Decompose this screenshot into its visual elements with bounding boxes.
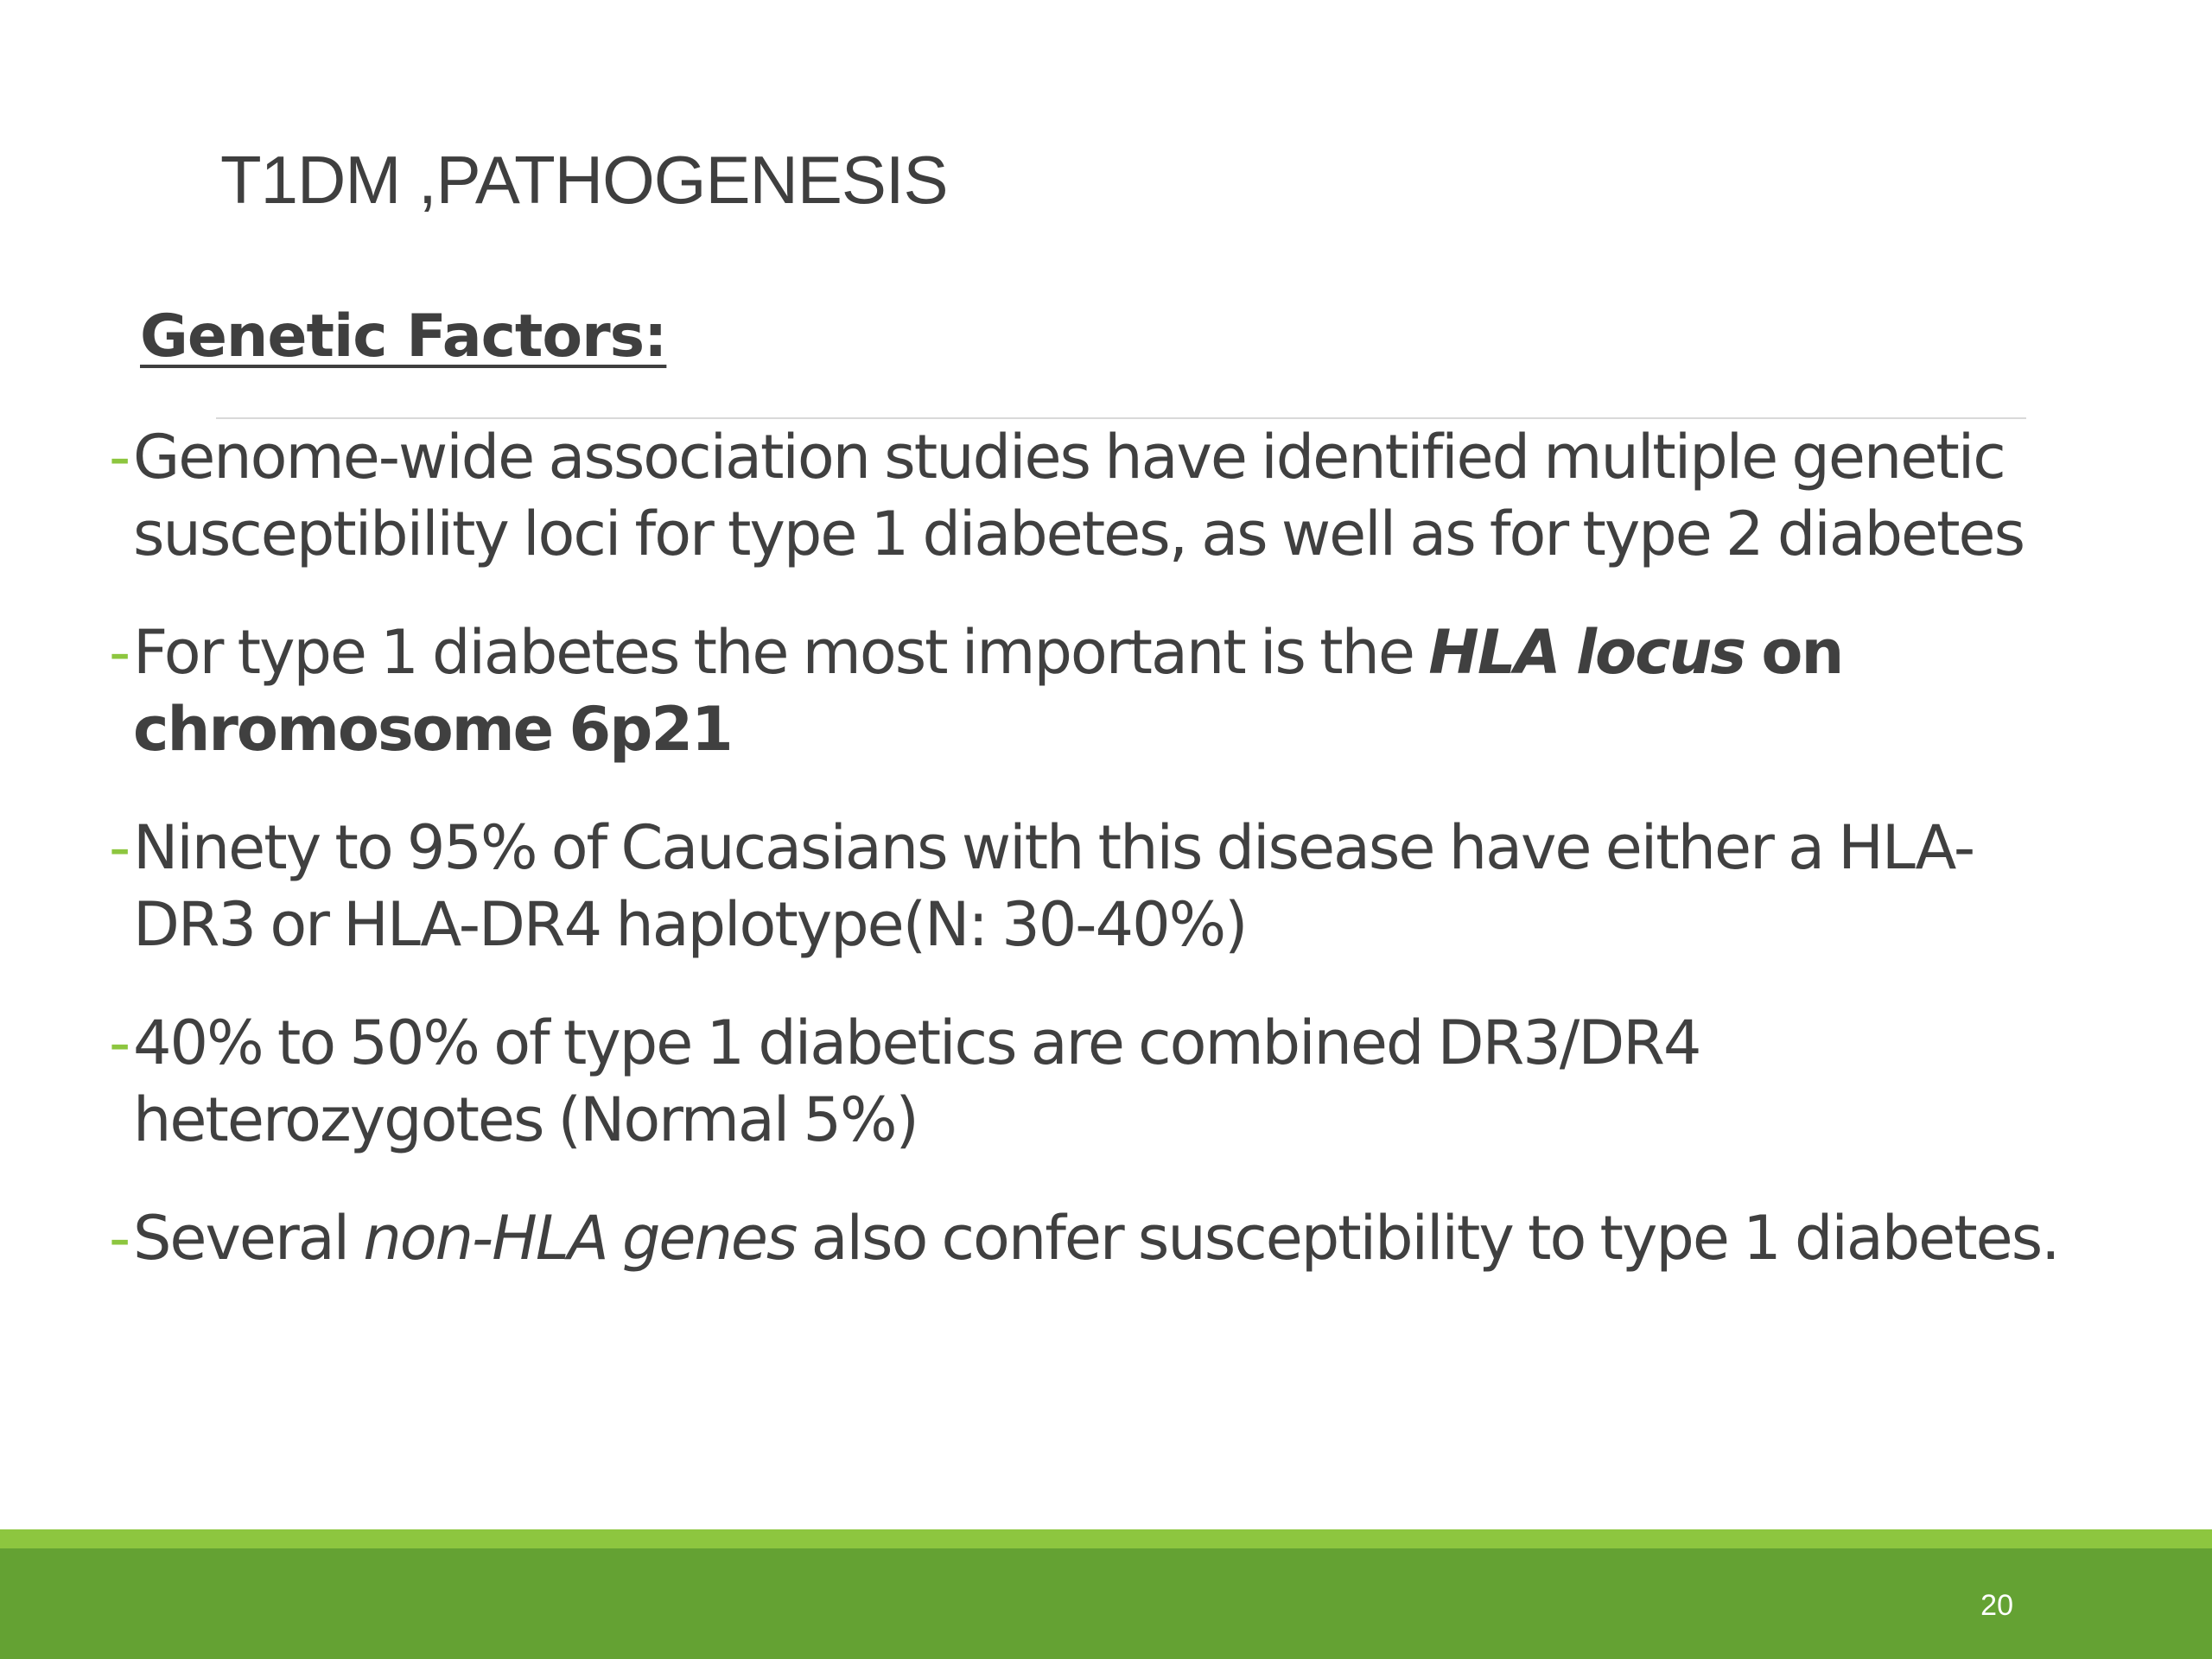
bullet-emphasis-non-hla-genes: non-HLA genes bbox=[363, 1203, 797, 1274]
slide-title: T1DM ,PATHOGENESIS bbox=[220, 142, 948, 218]
slide-number: 20 bbox=[1980, 1589, 2013, 1622]
bullet-item bbox=[109, 419, 2062, 573]
bullet-text: Several bbox=[133, 1203, 364, 1274]
bullet-text: For type 1 diabetes the most important is the bbox=[133, 617, 1429, 688]
bullet-text-continued: also confer susceptibility to type 1 diabetes. bbox=[796, 1203, 2059, 1274]
bullet-text: 40% to 50% of type 1 diabetics are combined DR3/DR4 heterozygotes (Normal 5%) bbox=[133, 1007, 1700, 1155]
bullet-marker: - bbox=[109, 1203, 130, 1274]
bullet-marker: - bbox=[109, 1007, 130, 1078]
footer-accent-stripe bbox=[0, 1529, 2212, 1548]
section-heading: Genetic Factors: bbox=[140, 302, 667, 371]
bullet-text: Ninety to 95% of Caucasians with this disease have either a HLA-DR3 or HLA-DR4 haplotype(N: 30-40%) bbox=[133, 812, 1974, 960]
bullet-emphasis-hla-locus: HLA locus bbox=[1428, 617, 1745, 688]
bullet-item bbox=[109, 1005, 2062, 1159]
bullet-item bbox=[109, 614, 2062, 768]
bullet-list bbox=[109, 419, 2062, 1277]
bullet-marker: - bbox=[109, 422, 130, 493]
bullet-item bbox=[109, 810, 2062, 963]
footer-bar bbox=[0, 1548, 2212, 1659]
bullet-text: Genome-wide association studies have identified multiple genetic susceptibility loci for type 1 diabetes, as well as for type 2 diabetes bbox=[133, 422, 2024, 569]
bullet-marker: - bbox=[109, 812, 130, 883]
bullet-emphasis-chromosome: on chromosome 6p21 bbox=[133, 617, 1843, 765]
bullet-marker: - bbox=[109, 617, 130, 688]
bullet-item bbox=[109, 1200, 2062, 1277]
